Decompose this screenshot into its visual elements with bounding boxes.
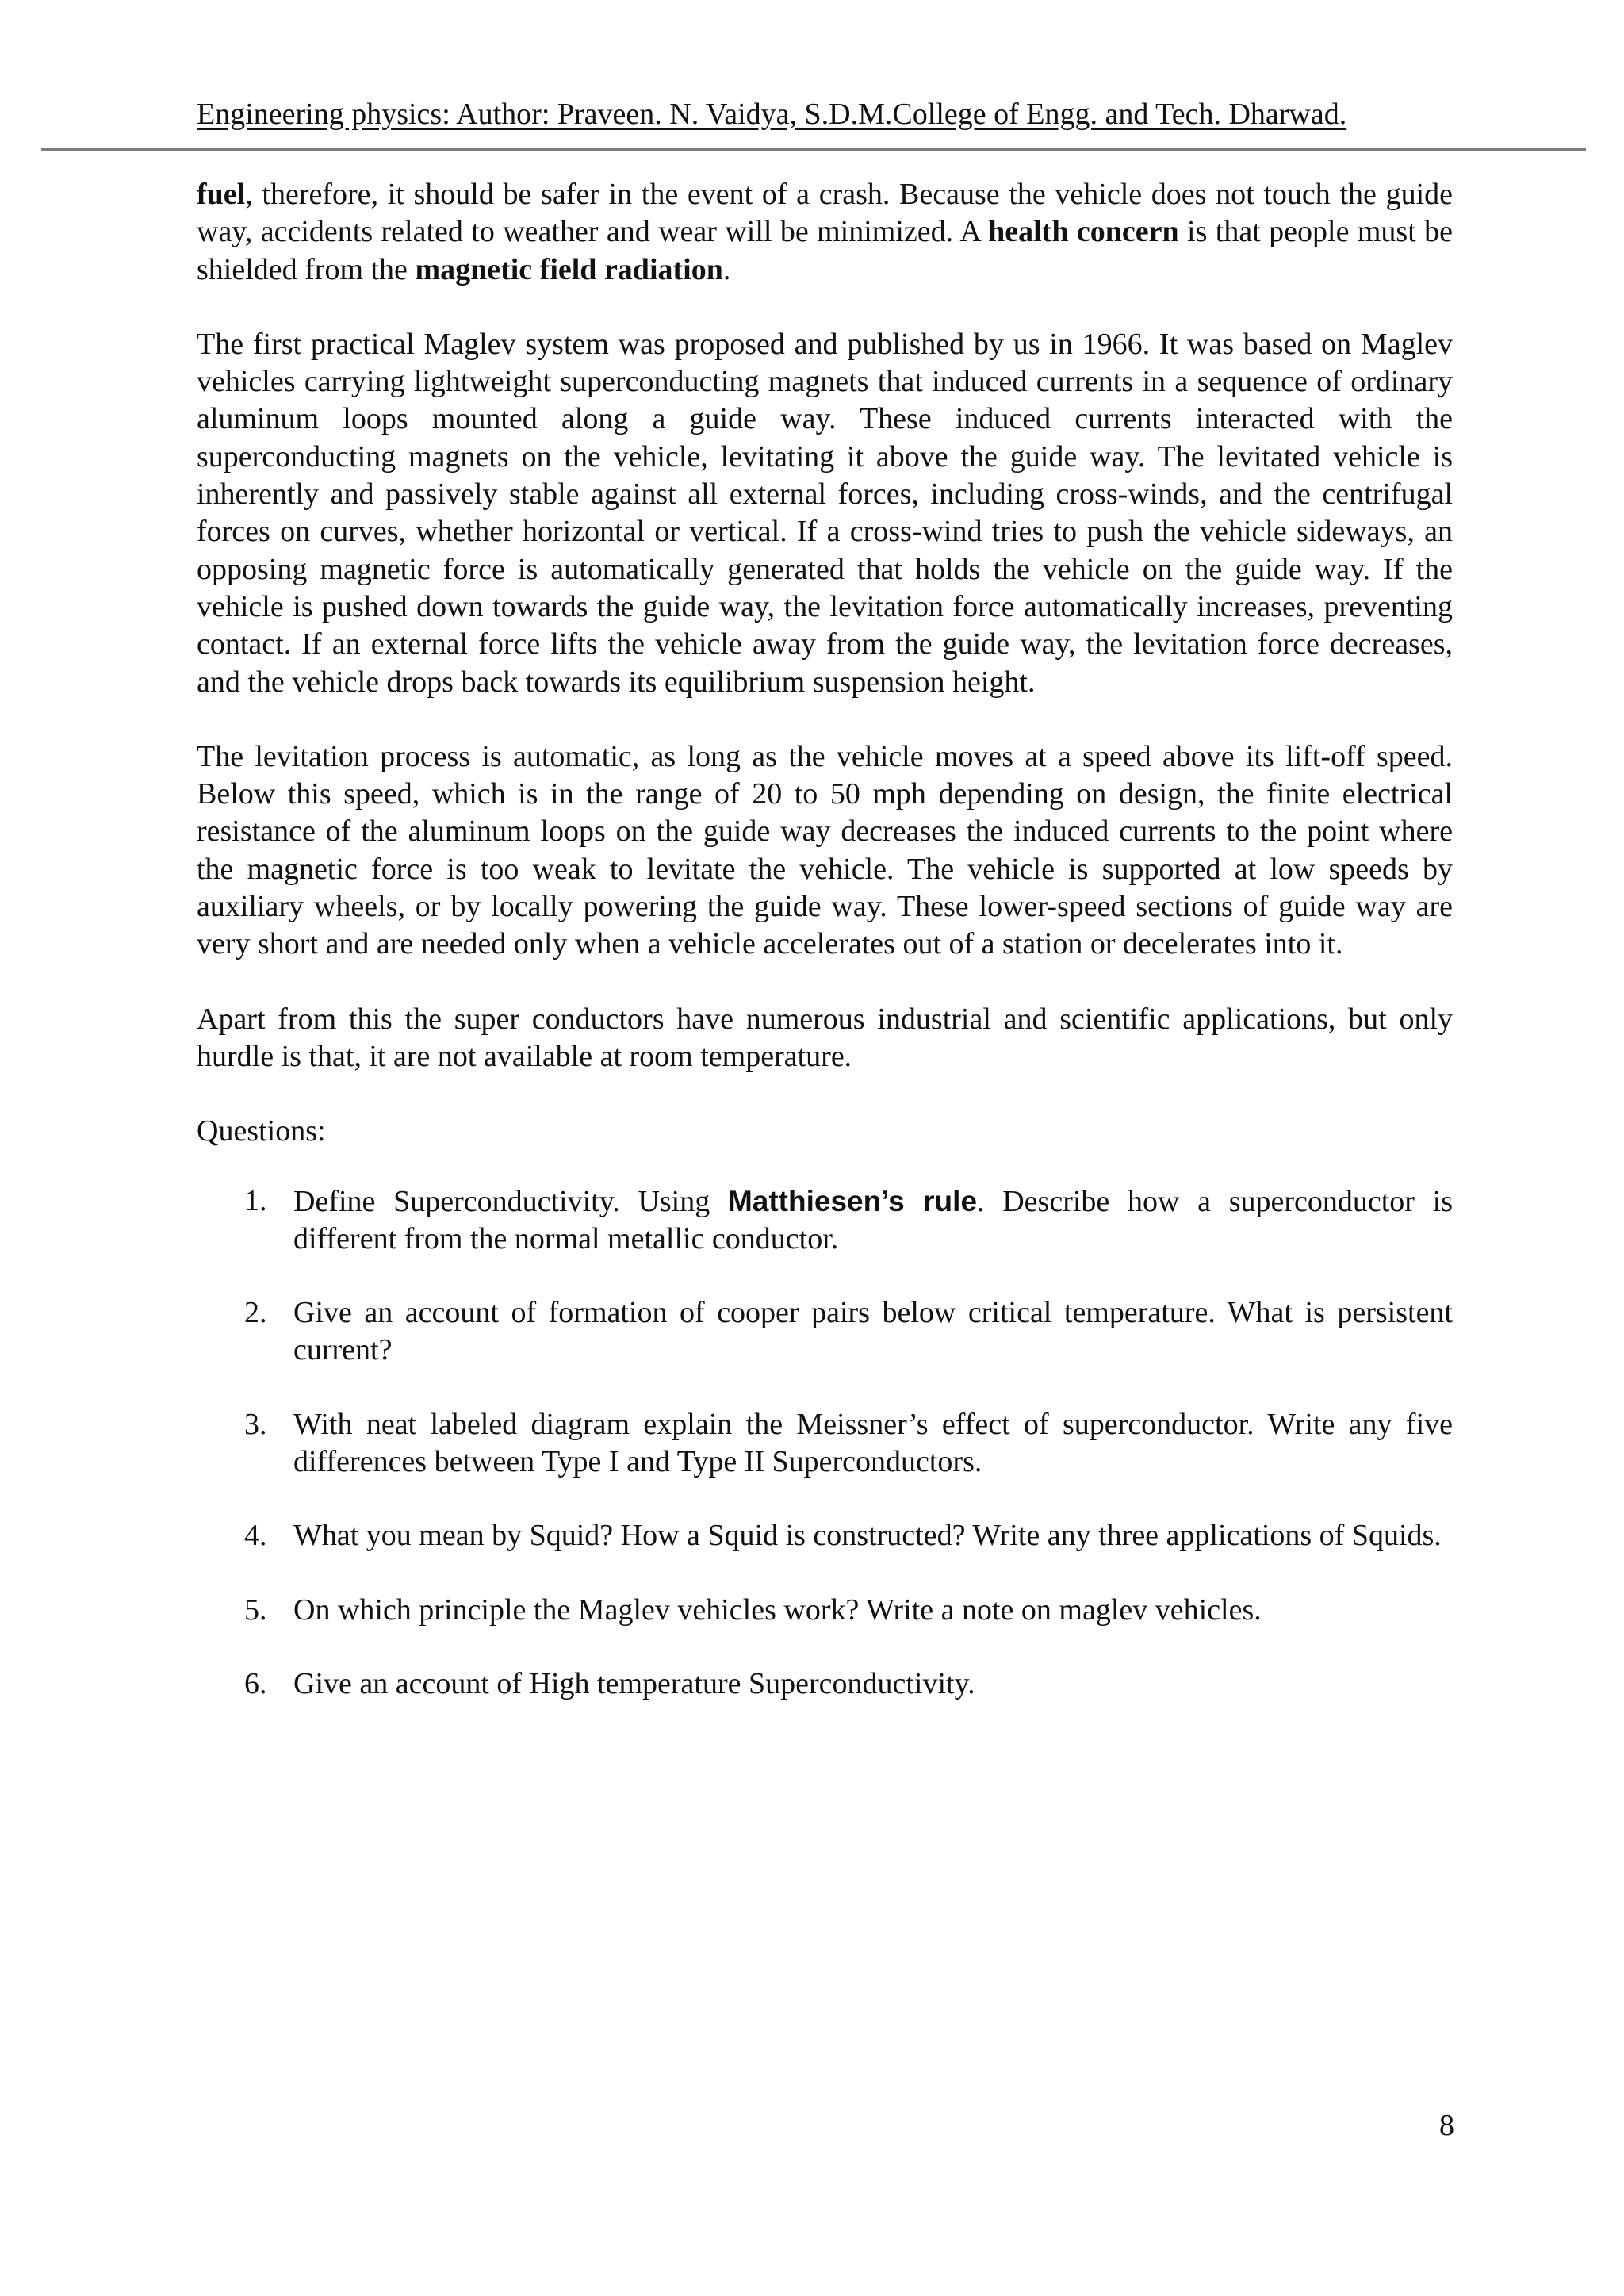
running-header: Engineering physics: Author: Praveen. N. Vaidya, S.D.M.College of Engg. and Tech. Dharwad.	[197, 98, 1347, 131]
question-number: 3.	[244, 1407, 267, 1441]
paragraph-text: , therefore, it should be safer in the event of a crash. Because the vehicle does not touch the guide way, accidents related to weather and wear will be minimized. A	[197, 178, 1453, 249]
question-item	[197, 1182, 1453, 1259]
bold-term-magnetic-field-radiation: magnetic field radiation	[415, 252, 723, 286]
bold-term-fuel: fuel	[197, 178, 246, 211]
question-number: 1.	[244, 1183, 267, 1217]
question-number: 5.	[244, 1593, 267, 1627]
questions-heading: Questions:	[197, 1114, 326, 1148]
question-text: On which principle the Maglev vehicles work? Write a note on maglev vehicles.	[293, 1593, 1262, 1627]
question-text: What you mean by Squid? How a Squid is constructed? Write any three applications of Squids.	[293, 1519, 1442, 1553]
question-item	[197, 1665, 1453, 1703]
question-number: 2.	[244, 1296, 267, 1330]
paragraph-safety	[197, 176, 1453, 289]
question-item	[197, 1406, 1453, 1481]
question-text: Define Superconductivity. Using	[293, 1184, 728, 1218]
page-number: 8	[1439, 2109, 1454, 2142]
bold-term-health-concern: health concern	[988, 215, 1179, 249]
paragraph-applications: Apart from this the super conductors have numerous industrial and scientific applications, but only hurdle is that, it are not available at room temperature.	[197, 1002, 1453, 1073]
question-item	[197, 1517, 1453, 1554]
paragraph-text: is that people must be shielded from the	[197, 215, 1454, 286]
question-number: 6.	[244, 1666, 267, 1700]
bold-term-matthiesens-rule: Matthiesen’s rule	[727, 1184, 978, 1217]
question-text: . Describe how a superconductor is different from the normal metallic conductor.	[293, 1184, 1453, 1255]
document-body	[197, 176, 1453, 1739]
paragraph-maglev-system: The first practical Maglev system was proposed and published by us in 1966. It was based on Maglev vehicles carrying lightweight superconducting magnets that induced currents in a sequence of ordinary aluminum loops mounted along a guide way. These induced currents interacted with the superconducting magnets on the vehicle, levitating it above the guide way. The levitated vehicle is inherently and passively stable against all external forces, including cross-winds, and the centrifugal forces on curves, whether horizontal or vertical. If a cross-wind tries to push the vehicle sideways, an opposing magnetic force is automatically generated that holds the vehicle on the guide way. If the vehicle is pushed down towards the guide way, the levitation force automatically increases, preventing contact. If an external force lifts the vehicle away from the guide way, the levitation force decreases, and the vehicle drops back towards its equilibrium suspension height.	[197, 327, 1453, 699]
question-text: Give an account of formation of cooper pairs below critical temperature. What is persistent current?	[293, 1296, 1453, 1367]
paragraph-levitation-process: The levitation process is automatic, as long as the vehicle moves at a speed above its lift-off speed. Below this speed, which is in the range of 20 to 50 mph depending on design, the finite electrical resistance of the aluminum loops on the guide way decreases the induced currents to the point where the magnetic force is too weak to levitate the vehicle. The vehicle is supported at low speeds by auxiliary wheels, or by locally powering the guide way. These lower-speed sections of guide way are very short and are needed only when a vehicle accelerates out of a station or decelerates into it.	[197, 739, 1453, 961]
questions-list	[197, 1182, 1453, 1704]
question-item	[197, 1592, 1453, 1629]
question-item	[197, 1294, 1453, 1370]
paragraph-text: .	[722, 252, 731, 286]
question-text: Give an account of High temperature Superconductivity.	[293, 1666, 975, 1700]
header-divider	[41, 148, 1586, 151]
question-number: 4.	[244, 1519, 267, 1553]
question-text: With neat labeled diagram explain the Meissner’s effect of superconductor. Write any five differences between Type I and Type II Superconductors.	[293, 1407, 1453, 1479]
